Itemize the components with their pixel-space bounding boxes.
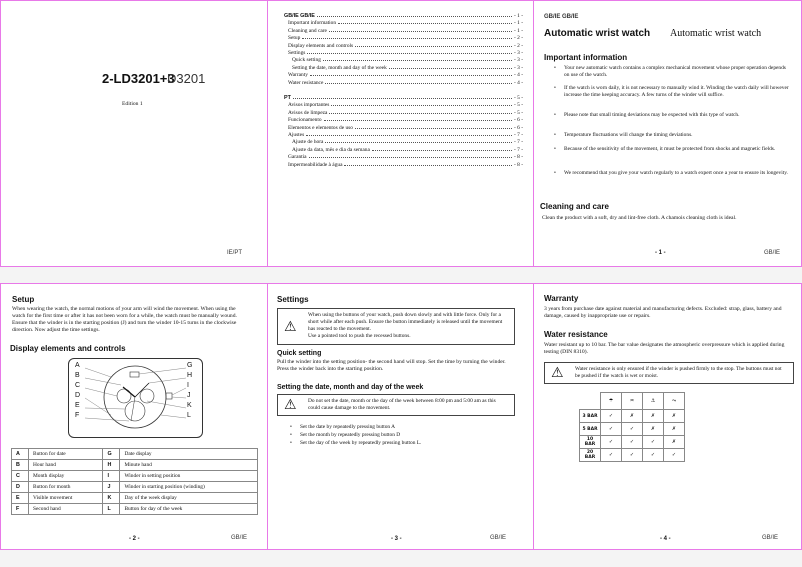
control-description: Button for day of the week [120, 504, 258, 515]
callout-letter: B [75, 372, 80, 379]
control-letter: D [12, 482, 29, 493]
bar-rating: 20 BAR [580, 449, 601, 462]
toc-entry[interactable] [284, 147, 523, 153]
page-number: - 4 - [660, 536, 671, 542]
toc-page-number: - 3 - [514, 64, 523, 71]
callout-letter: J [187, 392, 191, 399]
bar-rating: 10 BAR [580, 436, 601, 449]
warning-icon: ⚠ [284, 318, 297, 335]
toc-entry-label: Avisos importantes [288, 102, 330, 109]
page-2 [0, 283, 268, 550]
setup-text: When wearing the watch, the normal motions of your arm will wind the movement. When using the watch for the first time or after it has not been worn for a while, the watch must be manually wound. Ensure that the winder is in the starting position (J) and turn the winder 10-15 turns in the clockwise direction. Now adjust the time settings. [12, 306, 237, 333]
resistance-mark: ✓ [643, 449, 664, 462]
control-description: Hour hand [29, 460, 103, 471]
language-badge: GB/IE [490, 535, 507, 541]
control-description: Winder in setting position [120, 471, 258, 482]
toc-entry[interactable] [284, 117, 523, 123]
toc-page-number: - 3 - [514, 50, 523, 56]
bullet-item: • Set the day of the week by repeatedly pressing button L. [300, 440, 521, 447]
model-title-ghost: D3201 [167, 71, 206, 86]
warning-box [277, 394, 515, 416]
callout-letter: I [187, 382, 189, 389]
table-row [12, 460, 258, 471]
toc-entry[interactable] [284, 28, 523, 34]
toc-language-heading: GB/IE GB/IE [284, 13, 315, 19]
toc-dot-leader [325, 139, 512, 143]
page-number: - 3 - [391, 536, 402, 542]
resistance-mark: ✗ [664, 410, 685, 423]
toc-entry-label: Setup [288, 35, 301, 42]
toc-entry-label: Settings [288, 50, 306, 56]
table-row [12, 449, 258, 460]
callout-letter: C [75, 382, 81, 389]
toc-dot-leader [323, 57, 512, 61]
table-row [580, 423, 685, 436]
table-row [580, 449, 685, 462]
heading-setup: Setup [12, 295, 35, 304]
watch-diagram [68, 358, 203, 438]
watch-face-illustration [69, 359, 202, 437]
heading-display-elements: Display elements and controls [10, 344, 126, 353]
toc-dot-leader [302, 35, 512, 39]
warning-text: Water resistance is only ensured if the winder is pushed firmly to the stop. The buttons must not be pushed if the watch is wet or moist. [575, 366, 782, 379]
control-description: Minute hand [120, 460, 258, 471]
toc-page-number: - 8 - [514, 161, 523, 168]
toc-entry[interactable] [284, 80, 523, 86]
toc-entry[interactable] [284, 95, 523, 101]
snorkel-icon: ⤳ [664, 393, 685, 410]
toc-dot-leader [355, 43, 512, 47]
toc-entry-label: Avisos de limpeza [288, 109, 328, 116]
toc-entry[interactable] [284, 72, 523, 78]
control-letter: C [12, 471, 29, 482]
resistance-mark: ✗ [664, 436, 685, 449]
toc-entry[interactable] [284, 154, 523, 160]
control-letter: A [12, 449, 29, 460]
model-title: 2-LD3201+3 [102, 71, 175, 86]
resistance-mark: ✗ [643, 423, 664, 436]
control-letter: F [12, 504, 29, 515]
warning-text: Do not set the date, month or the day of the week between 8:00 pm and 5:00 am as this could cause damage to the movement. [308, 398, 496, 411]
bar-rating: 3 BAR [580, 410, 601, 423]
control-description: Button for month [29, 482, 103, 493]
bullet-item: • Temperature fluctuations will change the timing deviations. [564, 132, 791, 139]
edition-label: Edition 1 [122, 101, 143, 107]
control-description: Month display [29, 471, 103, 482]
water-resistance-text: Water resistant up to 10 bar. The bar value designates the atmospheric overpressure which is applied during testing (DIN 8310). [544, 342, 785, 355]
bullet-item: • If the watch is worn daily, it is not necessary to manually wind it. Winding the watch daily will however increase the time keeping accuracy. A few turns of the winder will suffice. [564, 85, 791, 99]
toc-page-number: - 7 - [514, 139, 523, 146]
table-row [580, 436, 685, 449]
toc-dot-leader [293, 95, 512, 99]
toc-entry-label: Water resistance [288, 79, 324, 86]
bullet-item: • Because of the sensitivity of the movement, it must be protected from shocks and magnetic fields. [564, 146, 791, 153]
callout-letter: H [187, 372, 193, 379]
toc-page-number: - 1 - [514, 20, 523, 27]
table-row [580, 410, 685, 423]
page-1 [533, 0, 802, 267]
control-letter: K [103, 493, 120, 504]
resistance-mark: ✓ [601, 436, 622, 449]
warning-icon: ⚠ [284, 397, 297, 413]
toc-entry-label: Funcionamento [288, 117, 322, 124]
toc-entry-label: Ajuste da data, mês e dia da semana [292, 146, 370, 153]
toc-page-number: - 7 - [514, 146, 523, 153]
toc-entry-label: Impermeabilidade à água [288, 161, 343, 168]
page-title-ghost: Automatic wrist watch [670, 28, 762, 39]
control-description: Button for date [29, 449, 103, 460]
toc-entry[interactable] [284, 102, 523, 108]
language-badge: GB/IE [762, 535, 779, 541]
callout-letter: A [75, 362, 80, 369]
page-cover [0, 0, 268, 267]
callout-letter: D [75, 392, 81, 399]
toc-dot-leader [324, 117, 512, 121]
toc-page-number: - 3 - [514, 57, 523, 64]
control-letter: J [103, 482, 120, 493]
page-number: - 1 - [655, 250, 666, 256]
heading-warranty: Warranty [544, 294, 579, 303]
resistance-mark: ✓ [601, 410, 622, 423]
quick-setting-text: Pull the winder into the setting position- the second hand will stop. Set the time by turning the winder. Press the winder back into the starting position. [277, 359, 506, 372]
toc-entry[interactable] [284, 57, 523, 63]
toc-entry[interactable] [284, 132, 523, 138]
control-letter: L [103, 504, 120, 515]
table-row [12, 504, 258, 515]
bullet-item: • Set the date by repeatedly pressing button A [300, 424, 521, 431]
toc-dot-leader [329, 110, 512, 114]
toc-dot-leader [317, 13, 512, 17]
toc-entry[interactable] [284, 139, 523, 145]
toc-entry[interactable] [284, 43, 523, 49]
control-description: Visible movement [29, 493, 103, 504]
control-description: Day of the week display [120, 493, 258, 504]
shower-splash-icon: ☂ [601, 393, 622, 410]
callout-letter: L [187, 412, 191, 419]
resistance-mark: ✗ [664, 423, 685, 436]
controls-table [11, 448, 258, 515]
toc-entry-label: Ajuste de hora [292, 139, 324, 146]
warning-text: When using the buttons of your watch, push down slowly and with little force. Only for a short while after each push. Ensure the button immediately is released until the movement has reacted to the movement. [308, 312, 503, 332]
page-3 [267, 283, 534, 550]
language-badge: IE/PT [227, 250, 243, 256]
resistance-mark: ✓ [643, 436, 664, 449]
warning-box [277, 308, 515, 345]
toc-page-number: - 2 - [514, 42, 523, 49]
diving-icon: ⚓ [643, 393, 664, 410]
heading-quick-setting: Quick setting [277, 350, 322, 357]
toc-page-number: - 4 - [514, 79, 523, 86]
heading-water-resistance: Water resistance [544, 330, 608, 339]
bullet-item: • Your new automatic watch contains a complex mechanical movement whose proper operation depends on use of the watch. [564, 65, 791, 79]
heading-settings: Settings [277, 295, 309, 304]
control-letter: G [103, 449, 120, 460]
toc-entry-label: Ajustes [288, 132, 305, 138]
callout-letter: K [187, 402, 192, 409]
control-description: Second hand [29, 504, 103, 515]
resistance-mark: ✓ [664, 449, 685, 462]
corner-cell [580, 393, 601, 410]
warranty-text: 3 years from purchase date against material and manufacturing defects. Excluded: strap, glass, battery and damage, caused by inappropriate use or repairs. [544, 306, 782, 319]
language-badge: GB/IE [764, 250, 781, 256]
resistance-mark: ✓ [622, 449, 643, 462]
callout-letter: F [75, 412, 80, 419]
control-letter: E [12, 493, 29, 504]
toc-entry-label: Garantia [288, 154, 307, 161]
resistance-mark: ✓ [622, 436, 643, 449]
toc-dot-leader [306, 132, 512, 136]
toc-entry[interactable] [284, 50, 523, 56]
heading-date-setting: Setting the date, month and day of the week [277, 384, 424, 391]
toc-page-number: - 5 - [514, 95, 523, 101]
toc-page-number: - 1 - [514, 27, 523, 34]
toc-page-number: - 7 - [514, 132, 523, 138]
page-title: Automatic wrist watch [544, 28, 651, 39]
toc-language-heading: PT [284, 95, 291, 101]
language-badge: GB/IE [231, 535, 248, 541]
toc-dot-leader [344, 162, 512, 166]
toc-entry-label: Elementos e elementos de uso [288, 124, 353, 131]
heading-important: Important information [544, 53, 628, 62]
control-description: Winder in starting position (winding) [120, 482, 258, 493]
toc-dot-leader [355, 125, 512, 129]
toc-dot-leader [325, 80, 512, 84]
resistance-mark: ✗ [643, 410, 664, 423]
callout-letter: G [187, 362, 193, 369]
toc-dot-leader [372, 147, 512, 151]
toc-page-number: - 2 - [514, 35, 523, 42]
table-row [12, 493, 258, 504]
toc-page-number: - 8 - [514, 154, 523, 161]
toc-entry[interactable] [284, 65, 523, 71]
cleaning-text: Clean the product with a soft, dry and lint-free cloth. A chamois cleaning cloth is ideal. [542, 215, 737, 221]
bullet-item: • Please note that small timing deviations may be expected with this type of watch. [564, 112, 791, 119]
bullet-item: • We recommend that you give your watch regularly to a watch expert once a year to ensure its longevity. [564, 170, 791, 177]
callout-letter: E [75, 402, 80, 409]
water-resistance-table [579, 392, 685, 462]
control-description: Date display [120, 449, 258, 460]
toc-dot-leader [331, 102, 512, 106]
swimming-icon: ♒ [622, 393, 643, 410]
warning-box [544, 362, 794, 384]
control-letter: I [103, 471, 120, 482]
toc-entry[interactable] [284, 20, 523, 26]
language-badge: GB/IE GB/IE [544, 14, 579, 20]
toc-page-number: - 5 - [514, 102, 523, 109]
table-header-row [580, 393, 685, 410]
toc-entry-label: Display elements and controls [288, 42, 354, 49]
resistance-mark: ✓ [622, 423, 643, 436]
toc-dot-leader [309, 154, 512, 158]
resistance-mark: ✓ [601, 449, 622, 462]
warning-icon: ⚠ [551, 365, 564, 381]
toc-entry-label: Quick setting [292, 57, 321, 64]
page-number: - 2 - [129, 536, 140, 542]
bullet-item: • Set the month by repeatedly pressing button D [300, 432, 521, 439]
toc-entry[interactable] [284, 110, 523, 116]
page-toc [267, 0, 534, 267]
toc-dot-leader [329, 28, 512, 32]
toc-dot-leader [389, 65, 512, 69]
toc-page-number: - 6 - [514, 124, 523, 131]
toc-entry-label: Setting the date, month and day of the week [292, 64, 387, 71]
toc-page-number: - 4 - [514, 72, 523, 79]
control-letter: B [12, 460, 29, 471]
toc-dot-leader [310, 72, 512, 76]
toc-entry[interactable] [284, 13, 523, 19]
toc-dot-leader [338, 20, 512, 24]
toc-entry-label: Cleaning and care [288, 27, 327, 34]
resistance-mark: ✗ [622, 410, 643, 423]
toc-page-number: - 6 - [514, 117, 523, 124]
toc-entry[interactable] [284, 35, 523, 41]
bar-rating: 5 BAR [580, 423, 601, 436]
toc-entry[interactable] [284, 162, 523, 168]
toc-entry[interactable] [284, 125, 523, 131]
toc-dot-leader [307, 50, 512, 54]
warning-text: Use a pointed tool to push the recessed buttons. [308, 333, 411, 339]
toc-page-number: - 5 - [514, 109, 523, 116]
toc-entry-label: Warranty [288, 72, 308, 79]
page-4 [533, 283, 802, 550]
control-letter: H [103, 460, 120, 471]
resistance-mark: ✓ [601, 423, 622, 436]
table-row [12, 471, 258, 482]
table-row [12, 482, 258, 493]
toc-page-number: - 1 - [514, 13, 523, 19]
toc-entry-label: Important information [288, 20, 337, 27]
heading-cleaning: Cleaning and care [540, 202, 609, 211]
